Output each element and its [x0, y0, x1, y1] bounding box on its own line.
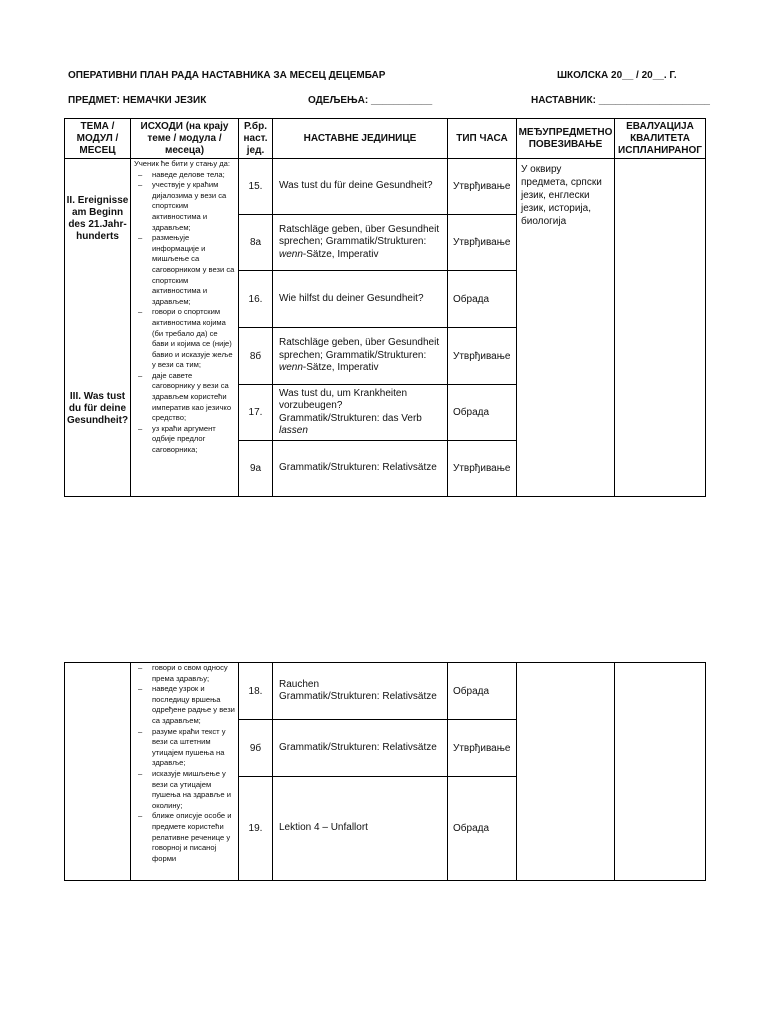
outcome-item: – наведе узрок и последицу вршења одређене радње у вези са здрављем;: [134, 684, 236, 726]
outcome-item: – размењује информације и мишљење са саговорником у вези са спортским активностима и здрављем;: [134, 233, 236, 307]
outcome-item: – ближе описује особе и предмете користећи релативне реченице у говорној и писаној форми: [134, 811, 236, 864]
cross-curricular-cell: У оквиру предмета, српски језик, енглески језик, историја, биологија: [517, 159, 615, 497]
teacher-label: НАСТАВНИК: ____________________: [531, 95, 710, 106]
unit-text: -Sätze, Imperativ: [302, 248, 379, 260]
outcome-item: – учествује у краћим дијалозима у вези са спортским активностима и здрављем;: [134, 180, 236, 233]
lesson-number: 17.: [239, 385, 273, 441]
lesson-type: Обрада: [448, 271, 517, 328]
cross-curricular-cell: [517, 663, 615, 881]
plan-title: ОПЕРАТИВНИ ПЛАН РАДА НАСТАВНИКА ЗА МЕСЕЦ ДЕЦЕМБАР: [68, 70, 386, 81]
lesson-type: Утврђивање: [448, 441, 517, 497]
lesson-number: 18.: [239, 663, 273, 720]
lesson-number: 9а: [239, 441, 273, 497]
outcome-item: – даје савете саговорнику у вези са здрављем користећи императив као језичко средство;: [134, 371, 236, 424]
lesson-number: 8а: [239, 215, 273, 271]
evaluation-cell: [615, 663, 706, 881]
unit-italic: lassen: [279, 425, 308, 436]
plan-table-page1: [64, 118, 706, 497]
col-header-eval: ЕВАЛУАЦИЈА КВАЛИТЕТА ИСПЛАНИРАНОГ: [615, 119, 706, 159]
outcomes-cell: [131, 159, 239, 497]
unit-text: Was tust du, um Krankheiten vorzubeugen?: [279, 387, 408, 411]
topic-cell: [65, 159, 131, 497]
lesson-type: Обрада: [448, 663, 517, 720]
lesson-number: 9б: [239, 720, 273, 777]
unit-italic: wenn: [279, 362, 303, 374]
col-header-num: Р.бр. наст. јед.: [239, 119, 273, 159]
outcome-item: – уз краћи аргумент одбије предлог саговорника;: [134, 424, 236, 456]
lesson-unit: [273, 328, 448, 385]
lesson-type: Утврђивање: [448, 159, 517, 215]
lesson-unit: [273, 663, 448, 720]
col-header-topic: ТЕМА / МОДУЛ / МЕСЕЦ: [65, 119, 131, 159]
outcome-item: – говори о свом односу према здрављу;: [134, 663, 236, 684]
col-header-type: ТИП ЧАСА: [448, 119, 517, 159]
lesson-unit: Was tust du für deine Gesundheit?: [273, 159, 448, 215]
outcome-item: – наведе делове тела;: [134, 170, 236, 181]
outcome-item: – исказује мишљење у вези са утицајем пушења на здравље и околину;: [134, 769, 236, 811]
lesson-number: 19.: [239, 777, 273, 881]
school-year: ШКОЛСКА 20__ / 20__. Г.: [557, 70, 677, 81]
lesson-number: 15.: [239, 159, 273, 215]
topic-cell: [65, 663, 131, 881]
unit-text: Grammatik/Strukturen: Relativsätze: [279, 691, 437, 702]
outcome-item: – разуме краћи текст у вези са штетним утицајем пушења на здравље;: [134, 727, 236, 769]
topic-2: II. Ereignisse am Beginn des 21.Jahr-hunderts: [66, 195, 129, 242]
col-header-cross: МЕЂУПРЕДМЕТНО ПОВЕЗИВАЊЕ: [517, 119, 615, 159]
unit-text: -Sätze, Imperativ: [302, 362, 379, 374]
lesson-type: Обрада: [448, 777, 517, 881]
evaluation-cell: [615, 159, 706, 497]
lesson-type: Обрада: [448, 385, 517, 441]
topic-3: III. Was tust du für deine Gesundheit?: [66, 391, 129, 426]
outcomes-cell: [131, 663, 239, 881]
lesson-number: 16.: [239, 271, 273, 328]
lesson-unit: [273, 215, 448, 271]
lesson-type: Утврђивање: [448, 720, 517, 777]
plan-table-page2: [64, 662, 706, 881]
subject-label: ПРЕДМЕТ: НЕМАЧКИ ЈЕЗИК: [68, 95, 207, 106]
unit-text: Rauchen: [279, 678, 320, 690]
lesson-unit: Wie hilfst du deiner Gesundheit?: [273, 271, 448, 328]
unit-italic: wenn: [279, 248, 303, 260]
lesson-unit: Grammatik/Strukturen: Relativsätze: [273, 720, 448, 777]
lesson-type: Утврђивање: [448, 215, 517, 271]
lesson-type: Утврђивање: [448, 328, 517, 385]
outcome-item: – говори о спортским активностима којима (би требало да) се бави и којима се (није) бавио и исказује жеље у вези са тим;: [134, 307, 236, 371]
col-header-outcomes: ИСХОДИ (на крају теме / модула / месеца): [131, 119, 239, 159]
unit-text: Ratschläge geben, über Gesundheit sprechen; Grammatik/Strukturen:: [279, 223, 440, 248]
lesson-unit: Lektion 4 – Unfallort: [273, 777, 448, 881]
lesson-unit: [273, 385, 448, 441]
lesson-number: 8б: [239, 328, 273, 385]
lesson-unit: Grammatik/Strukturen: Relativsätze: [273, 441, 448, 497]
outcomes-intro: Ученик ће бити у стању да:: [134, 159, 231, 168]
unit-text: Grammatik/Strukturen: das Verb: [279, 412, 422, 424]
col-header-units: НАСТАВНЕ ЈЕДИНИЦЕ: [273, 119, 448, 159]
classes-label: ОДЕЉЕЊА: ___________: [308, 95, 433, 106]
unit-text: Ratschläge geben, über Gesundheit sprechen; Grammatik/Strukturen:: [279, 337, 440, 361]
